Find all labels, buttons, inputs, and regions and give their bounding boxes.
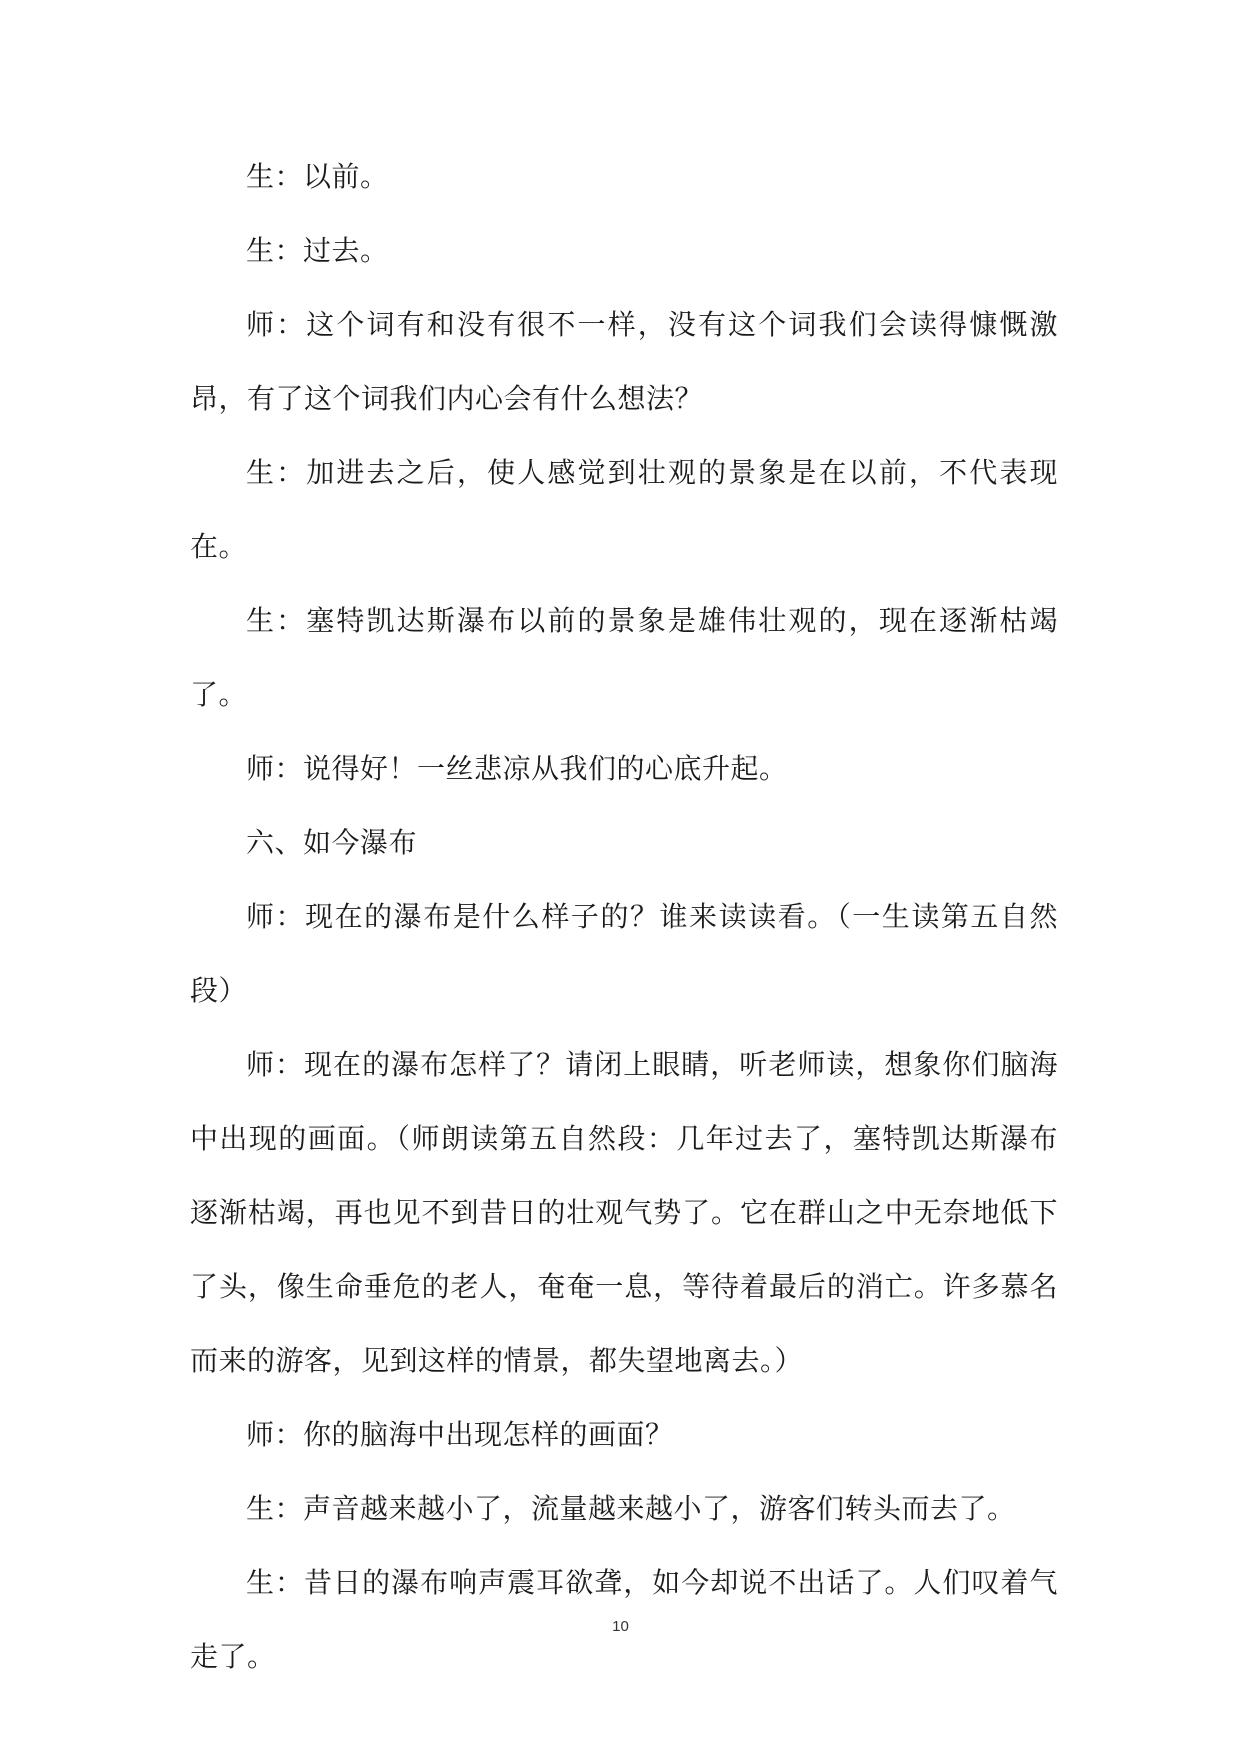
paragraph: 师：现在的瀑布是什么样子的？谁来读读看。（一生读第五自然段）	[190, 900, 1058, 1007]
section-heading: 六、如今瀑布	[246, 826, 418, 859]
paragraph: 师：说得好！一丝悲凉从我们的心底升起。	[246, 752, 788, 785]
paragraph: 生：昔日的瀑布响声震耳欲聋，如今却说不出话了。人们叹着气走了。	[190, 1566, 1058, 1673]
paragraph: 师：这个词有和没有很不一样，没有这个词我们会读得慷慨激昂，有了这个词我们内心会有什么想法？	[190, 308, 1058, 415]
paragraph: 生：以前。	[246, 160, 389, 193]
paragraph: 师：现在的瀑布怎样了？请闭上眼睛，听老师读，想象你们脑海中出现的画面。（师朗读第五自然段：几年过去了，塞特凯达斯瀑布逐渐枯竭，再也见不到昔日的壮观气势了。它在群山之中无奈地低下了头，像生命垂危的老人，奄奄一息，等待着最后的消亡。许多慕名而来的游客，见到这样的情景，都失望地离去。）	[190, 1048, 1058, 1377]
paragraph: 生：过去。	[246, 234, 389, 267]
paragraph: 生：加进去之后，使人感觉到壮观的景象是在以前，不代表现在。	[190, 456, 1058, 563]
body-text	[190, 140, 1058, 1694]
paragraph: 生：声音越来越小了，流量越来越小了，游客们转头而去了。	[246, 1492, 1016, 1525]
page-number: 10	[612, 1618, 629, 1635]
paragraph: 师：你的脑海中出现怎样的画面？	[246, 1418, 674, 1451]
paragraph: 生：塞特凯达斯瀑布以前的景象是雄伟壮观的，现在逐渐枯竭了。	[190, 604, 1058, 711]
